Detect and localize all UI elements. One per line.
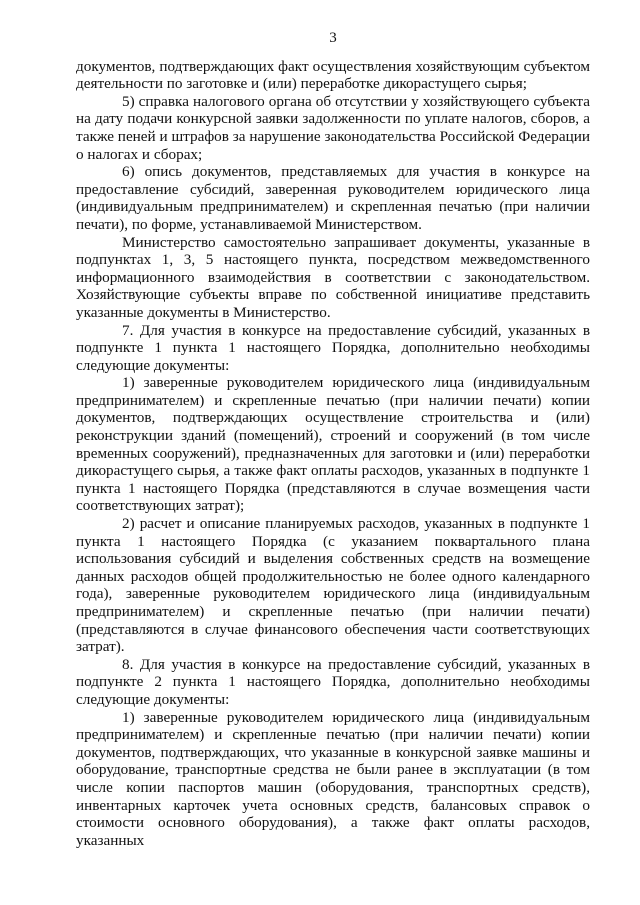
paragraph-ministry-request: Министерство самостоятельно запрашивает документы, указанные в подпунктах 1, 3, 5 настоящего пункта, посредством межведомственного информационного взаимодействия в соответствии с законодательством. Хозяйствующие субъекты вправе по собственной инициативе представить указанные документы в Министерство.	[76, 233, 590, 321]
paragraph-clause-8-item-1: 1) заверенные руководителем юридического лица (индивидуальным предпринимателем) и скрепленные печатью (при наличии печати) копии документов, подтверждающих, что указанные в конкурсной заявке машины и оборудование, транспортные средства не были ранее в эксплуатации (в том числе копии паспортов машин (оборудования, транспортных средств), инвентарных карточек учета основных средств, балансовых справок о стоимости основного оборудования), а также факт оплаты расходов, указанных	[76, 708, 590, 849]
paragraph-clause-7: 7. Для участия в конкурсе на предоставление субсидий, указанных в подпункте 1 пункта 1 настоящего Порядка, дополнительно необходимы следующие документы:	[76, 321, 590, 374]
page-number: 3	[329, 30, 337, 46]
paragraph-clause-7-item-2: 2) расчет и описание планируемых расходов, указанных в подпункте 1 пункта 1 настоящего Порядка (с указанием поквартального плана использования субсидий и выделения собственных средств на возмещение данных расходов общей продолжительностью не более одного календарного года), заверенные руководителем юридического лица (индивидуальным предпринимателем) и скрепленные печатью (при наличии печати) (представляются в случае финансового обеспечения части соответствующих затрат).	[76, 515, 590, 656]
paragraph-item-5: 5) справка налогового органа об отсутствии у хозяйствующего субъекта на дату подачи конкурсной заявки задолженности по уплате налогов, сборов, а также пеней и штрафов за нарушение законодательства Российской Федерации о налогах и сборах;	[76, 92, 590, 163]
paragraph-continuation: документов, подтверждающих факт осуществления хозяйствующим субъектом деятельности по заготовке и (или) переработке дикорастущего сырья;	[76, 57, 590, 93]
paragraph-item-6: 6) опись документов, представляемых для участия в конкурсе на предоставление субсидий, заверенная руководителем юридического лица (индивидуальным предпринимателем) и скрепленная печатью (при наличии печати), по форме, устанавливаемой Министерством.	[76, 163, 590, 233]
paragraph-clause-8: 8. Для участия в конкурсе на предоставление субсидий, указанных в подпункте 2 пункта 1 настоящего Порядка, дополнительно необходимы следующие документы:	[76, 655, 590, 708]
paragraph-clause-7-item-1: 1) заверенные руководителем юридического лица (индивидуальным предпринимателем) и скрепленные печатью (при наличии печати) копии документов, подтверждающих осуществление строительства и (или) реконструкции зданий (помещений), строений и сооружений (в том числе временных сооружений), предназначенных для заготовки и (или) переработки дикорастущего сырья, а также факт оплаты расходов, указанных в подпункте 1 пункта 1 настоящего Порядка (представляются в случае возмещения части соответствующих затрат);	[76, 374, 590, 515]
